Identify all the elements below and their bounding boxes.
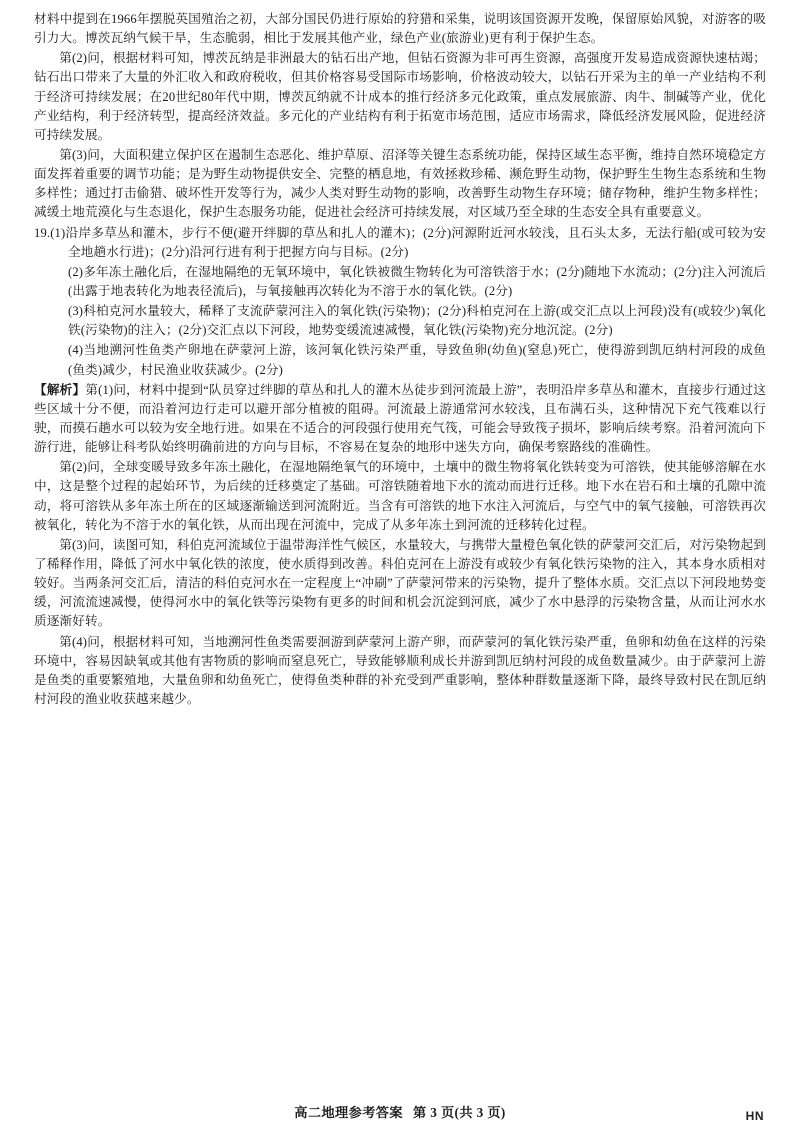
footer-title: 高二地理参考答案: [294, 1105, 403, 1120]
analysis-label: 【解析】: [34, 382, 86, 397]
question-19-number: 19.: [34, 225, 51, 240]
question-19-answer-2: (2)多年冻土融化后，在湿地隔绝的无氧环境中，氧化铁被微生物转化为可溶铁溶于水；(2分)随地下水流动；(2分)注入河流后(出露于地表转化为地表径流后)，与氧接触再次转化为不溶于水的氧化铁。(2分): [68, 264, 766, 298]
footer-page-number: 第 3 页(共 3 页): [412, 1105, 506, 1120]
question-19-answer-3: (3)科柏克河水量较大，稀释了支流萨蒙河注入的氧化铁(污染物)；(2分)科柏克河在上游(或交汇点以上河段)没有(或较少)氧化铁(污染物)的注入；(2分)交汇点以下河段，地势变缓流速减慢，氧化铁(污染物)充分地沉淀。(2分): [68, 304, 766, 338]
question-19-answer-1: [34, 224, 766, 262]
analysis-paragraph-2: 第(2)问，全球变暖导致多年冻土融化，在湿地隔绝氧气的环境中，土壤中的微生物将氧化铁转变为可溶铁，使其能够溶解在水中，这是整个过程的起始环节，为后续的迁移奠定了基础。可溶铁随着地下水的流动而进行迁移。地下水在岩石和土壤的孔隙中流动，将可溶铁从多年冻土所在的区域逐渐输送到河流附近。当含有可溶铁的地下水注入河流后，与空气中的氧气接触，可溶铁再次被氧化，转化为不溶于水的氧化铁，从而出现在河流中，完成了从多年冻土到河流的迁移转化过程。: [34, 460, 766, 532]
question-19-block: [34, 224, 766, 380]
paragraph-question2: 第(2)问，根据材料可知，博茨瓦纳是非洲最大的钻石出产地，但钻石资源为非可再生资源，高强度开发易造成资源快速枯竭；钻石出口带来了大量的外汇收入和政府税收，但其价格容易受国际市场影响，价格波动较大，以钻石开采为主的单一产业结构不利于经济可持续发展；在20世纪80年代中期，博茨瓦纳就不计成本的推行经济多元化政策，重点发展旅游、肉牛、制碱等产业，优化产业结构，利于经济转型，提高经济效益。多元化的产业结构有利于拓宽市场范围，适应市场需求，降低经济发展风险，促进经济可持续发展。: [34, 51, 766, 142]
paragraph-question3: 第(3)问，大面积建立保护区在遏制生态恶化、维护草原、沼泽等关键生态系统功能，保持区域生态平衡，维持自然环境稳定方面发挥着重要的调节功能；是为野生动物提供安全、完整的栖息地，有效拯救珍稀、濒危野生动物，保护野生生物生态系统和生物多样性；通过打击偷猎、破坏性开发等行为，减少人类对野生动物的影响，改善野生动物生存环境；储存物种，维护生物多样性；减缓土地荒漠化与生态退化，保护生态服务功能，促进社会经济可持续发展，对区域乃至全球的生态安全具有重要意义。: [34, 147, 766, 220]
paragraph-intro: 材料中提到在1966年摆脱英国殖治之初，大部分国民仍进行原始的狩猎和采集，说明该国资源开发晚，保留原始风貌，对游客的吸引力大。博茨瓦纳气候干旱，生态脆弱，相比于发展其他产业，绿色产业(旅游业)更有利于保护生态。: [34, 12, 766, 46]
question-19-answer-4: (4)当地溯河性鱼类产卵地在萨蒙河上游，该河氧化铁污染严重，导致鱼卵(幼鱼)(窒息)死亡，使得游到凯厄纳村河段的成鱼(鱼类)减少，村民渔业收获减少。(2分): [68, 343, 766, 377]
question-19-answer-1-text: (1)沿岸多草丛和灌木，步行不便(避开绊脚的草丛和扎人的灌木)；(2分)河源附近河水较浅，且石头太多，无法行船(或可较为安全地趟水行进)；(2分)沿河行进有利于把握方向与目标。(2分): [50, 225, 766, 259]
analysis-paragraph-1-text: 第(1)问，材料中提到“队员穿过绊脚的草丛和扎人的灌木丛徒步到河流最上游”，表明沿岸多草丛和灌木，直接步行通过这些区域十分不便，而沿着河边行走可以避开部分植被的阻碍。河流最上游通常河水较浅，且布满石头，这种情况下充气筏难以行驶，而摸石趟水可以较为安全地行进。如果在不适合的河段强行使用充气筏，可能会导致筏子损坏，影响后续考察。沿着河流向下游行进，能够让科考队始终明确前进的方向与目标，不容易在复杂的地形中迷失方向，确保考察路线的准确性。: [34, 382, 766, 455]
analysis-paragraph-3: 第(3)问，读图可知，科伯克河流域位于温带海洋性气候区，水量较大，与携带大量橙色氧化铁的萨蒙河交汇后，对污染物起到了稀释作用，降低了河水中氧化铁的浓度，使水质得到改善。科伯克河在上游没有或较少有氧化铁污染物的注入，其本身水质相对较好。当两条河交汇后，清洁的科伯克河水在一定程度上“冲刷”了萨蒙河带来的污染物，提升了整体水质。交汇点以下河段地势变缓，河流流速减慢，使得河水中的氧化铁等污染物有更多的时间和机会沉淀到河底，减少了水中悬浮的污染物含量，从而让河水水质逐渐好转。: [34, 537, 766, 629]
corner-mark: HN: [745, 1109, 764, 1123]
page-footer: [0, 1102, 800, 1121]
analysis-block: [34, 381, 766, 709]
analysis-paragraph-1: [34, 381, 766, 458]
analysis-paragraph-4: 第(4)问，根据材料可知，当地溯河性鱼类需要洄游到萨蒙河上游产卵，而萨蒙河的氧化铁污染严重，鱼卵和幼鱼在这样的污染环境中，容易因缺氧或其他有害物质的影响而窒息死亡，导致能够顺利成长并游到凯厄纳村河段的成鱼数量减少。由于萨蒙河上游是鱼类的重要繁殖地，大量鱼卵和幼鱼死亡，使得鱼类种群的补充受到严重影响，整体种群数量逐渐下降，最终导致村民在凯厄纳村河段的渔业收获越来越少。: [34, 634, 766, 706]
